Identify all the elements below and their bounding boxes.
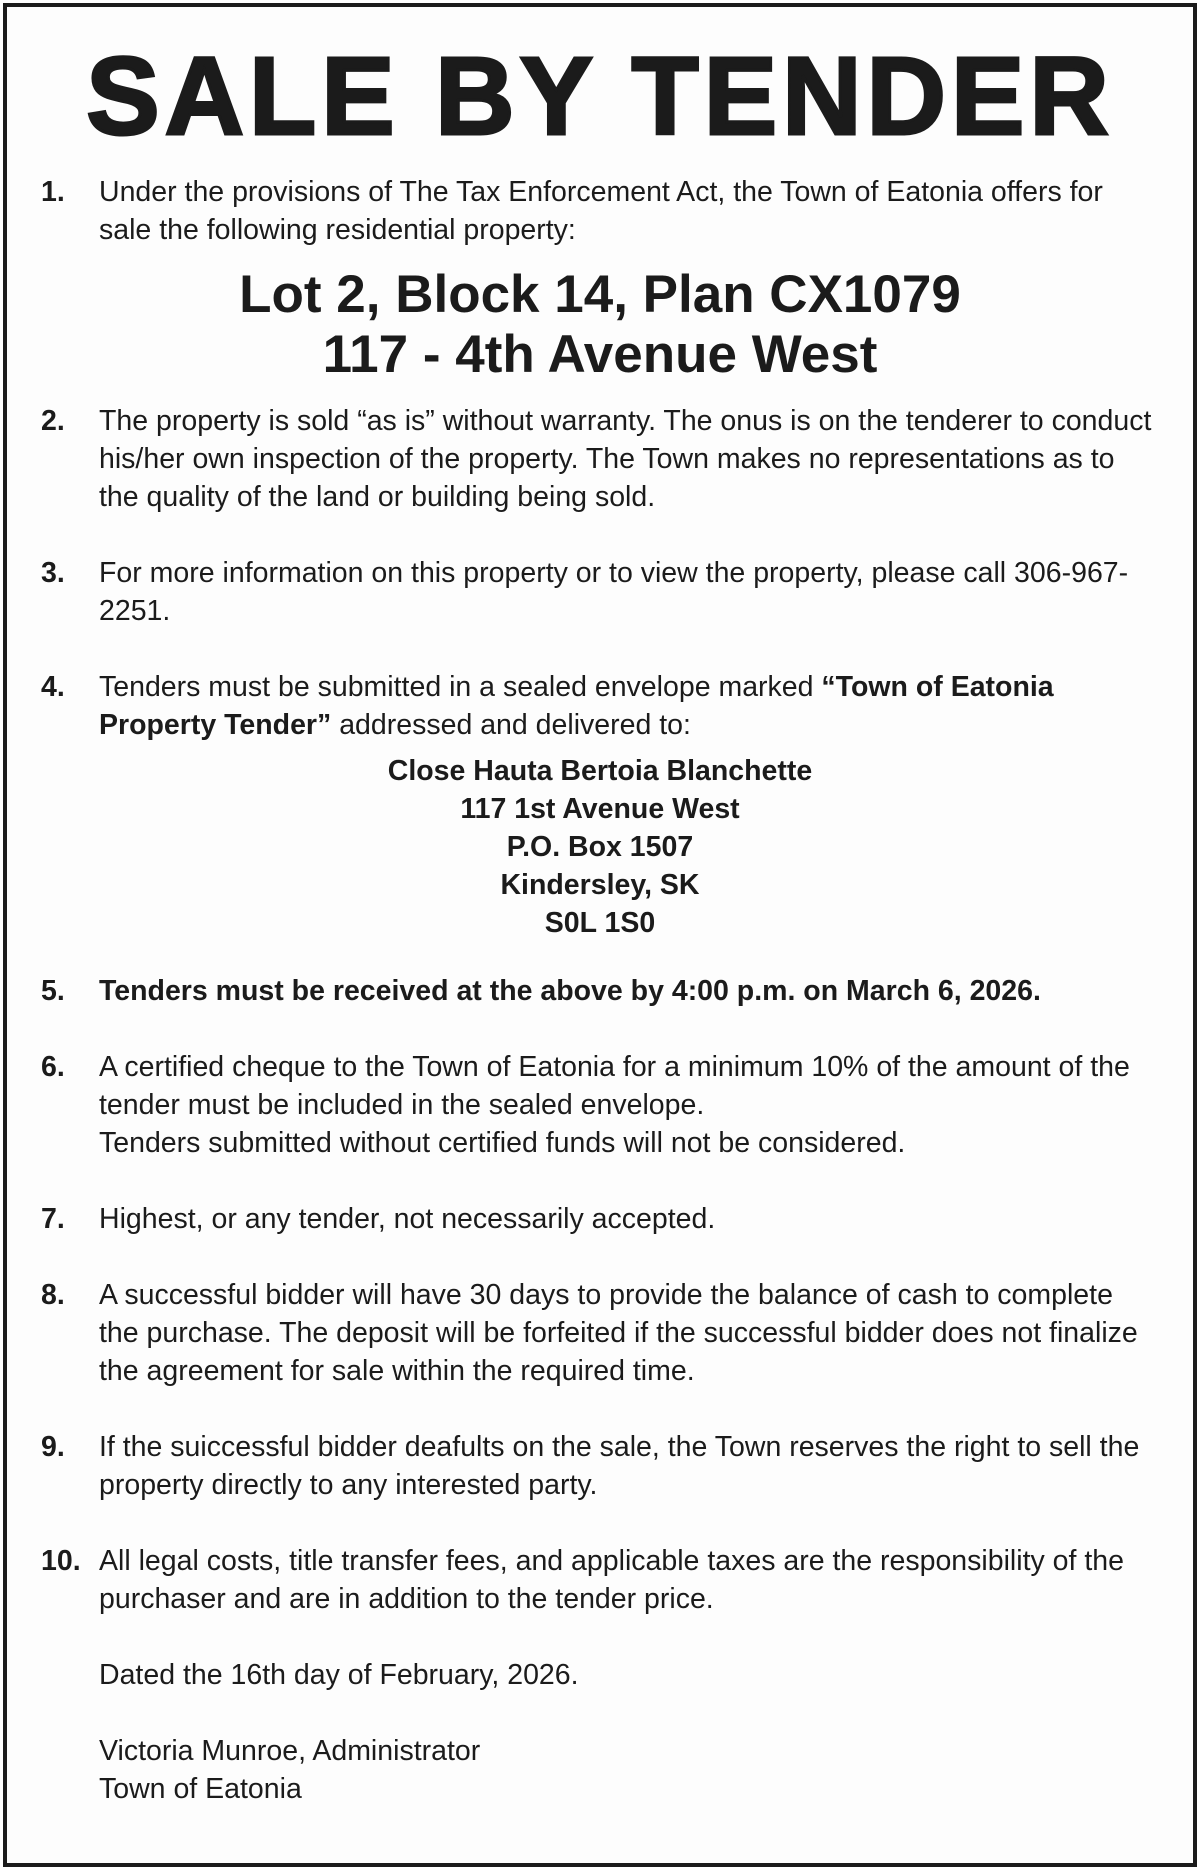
item-number: 10. [41,1545,81,1577]
item-number: 9. [41,1431,65,1463]
list-item [41,972,1153,1010]
notice-title: SALE BY TENDER [86,35,1114,158]
item-number: 7. [41,1203,65,1235]
item-text: A certified cheque to the Town of Eatonia for a minimum 10% of the amount of the tender must be included in the sealed envelope. Tenders submitted without certified funds will not be considered. [99,1051,1130,1159]
item-text: Highest, or any tender, not necessarily accepted. [99,1203,716,1235]
item-number: 3. [41,557,65,589]
item-number: 4. [41,671,65,703]
property-street-address: 117 - 4th Avenue West [322,325,878,384]
item-text: If the suiccessful bidder deafults on the sale, the Town reserves the right to sell the property directly to any interested party. [99,1431,1140,1501]
item-number: 2. [41,405,65,437]
dated-line: Dated the 16th day of February, 2026. [99,1659,579,1691]
list-item [41,554,1153,630]
list-item [41,1428,1153,1504]
item-text: For more information on this property or to view the property, please call 306-967-2251. [99,557,1129,627]
signatory-name: Victoria Munroe, Administrator [99,1735,481,1767]
list-item [41,1200,1153,1238]
address-line: S0L 1S0 [544,907,656,939]
item-text: A successful bidder will have 30 days to provide the balance of cash to complete the purchase. The deposit will be forfeited if the successful bidder does not finalize the agreement for sale within the required time. [99,1279,1138,1387]
address-line: Kindersley, SK [500,869,700,901]
item-text: Under the provisions of The Tax Enforcement Act, the Town of Eatonia offers for sale the following residential property: [99,176,1103,246]
list-item [41,1542,1153,1618]
address-line: 117 1st Avenue West [460,793,740,825]
list-item [41,1048,1153,1162]
item-text: All legal costs, title transfer fees, and applicable taxes are the responsibility of the purchaser and are in addition to the tender price. [99,1545,1124,1615]
list-item [41,668,1153,744]
delivery-address [7,752,1193,942]
item-text: Tenders must be received at the above by 4:00 p.m. on March 6, 2026. [99,975,1041,1007]
item-number: 5. [41,975,65,1007]
signature-block [99,1732,1153,1808]
property-legal-description: Lot 2, Block 14, Plan CX1079 [239,265,961,324]
address-line: P.O. Box 1507 [506,831,694,863]
envelope-marking: “Town of Eatonia Property Tender” [99,671,1054,741]
item-number: 1. [41,176,65,208]
tender-notice [3,3,1197,1867]
list-item [41,173,1153,249]
item-text: The property is sold “as is” without warranty. The onus is on the tenderer to conduct his/her own inspection of the property. The Town makes no representations as to the quality of the land or building being sold. [99,405,1152,513]
item-number: 8. [41,1279,65,1311]
list-item [41,1276,1153,1390]
item-text: Tenders must be submitted in a sealed envelope marked “Town of Eatonia Property Tender” addressed and delivered to: [99,671,1054,741]
list-item [41,402,1153,516]
signatory-organization: Town of Eatonia [99,1773,302,1805]
address-line: Close Hauta Bertoia Blanchette [387,755,813,787]
item-number: 6. [41,1051,65,1083]
